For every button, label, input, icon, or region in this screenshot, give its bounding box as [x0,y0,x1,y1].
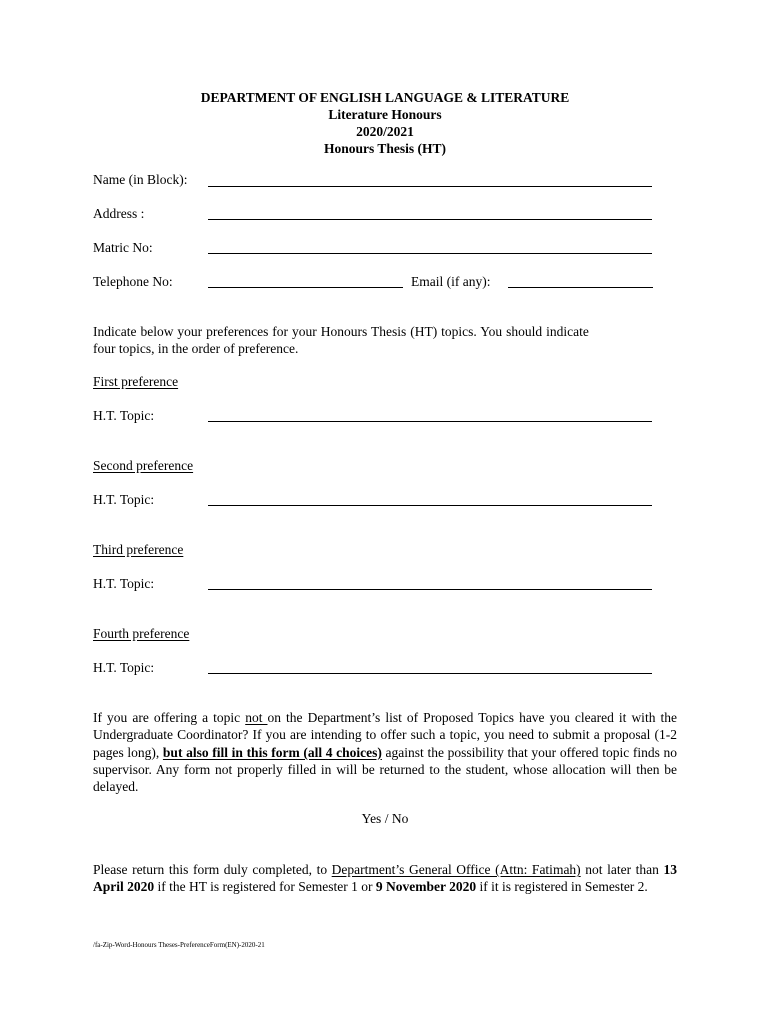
thesis-title: Honours Thesis (HT) [323,141,447,156]
matric-label: Matric No: [93,240,153,255]
address-field[interactable] [208,219,652,220]
deadline-semester-1: 13 April 2020 [93,862,677,895]
deadline-semester-2: 9 November 2020 [375,879,477,895]
second-topic-field[interactable] [208,505,652,506]
general-office: Department’s General Office (Attn: Fatimah) [331,862,581,877]
first-topic-label: H.T. Topic: [93,408,155,423]
fourth-preference-heading: Fourth preference [93,626,190,641]
name-label: Name (in Block): [93,172,188,187]
second-preference-heading: Second preference [93,458,194,473]
not-emphasis: not [245,710,268,725]
telephone-field[interactable] [208,287,403,288]
all-choices-emphasis: but also fill in this form (all 4 choices) [162,744,382,760]
fourth-topic-label: H.T. Topic: [93,660,155,675]
email-label: Email (if any): [411,274,491,289]
document-footer: /fa-Zip-Word-Honours Theses-PreferenceForm(EN)-2020-21 [93,941,265,949]
academic-year: 2020/2021 [356,124,414,139]
name-field[interactable] [208,186,652,187]
second-topic-label: H.T. Topic: [93,492,155,507]
third-topic-field[interactable] [208,589,652,590]
fourth-topic-field[interactable] [208,673,652,674]
third-preference-heading: Third preference [93,542,184,557]
offering-paragraph: If you are offering a topic not on the Department’s list of Proposed Topics have you cleared it with the Undergraduate Coordinator? If you are intending to offer such a topic, you need to submit a proposal (1-2 pages long), but also fill in this form (all 4 choices) against the possibility that your offered topic finds no supervisor. Any form not properly filled in will be returned to the student, whose allocation will then be delayed. [93,710,677,795]
course-title: Literature Honours [328,107,442,122]
first-preference-heading: First preference [93,374,179,389]
email-field[interactable] [508,287,653,288]
telephone-label: Telephone No: [93,274,173,289]
instructions-line-2: four topics, in the order of preference. [93,341,299,356]
matric-field[interactable] [208,253,652,254]
address-label: Address : [93,206,145,221]
department-title: DEPARTMENT OF ENGLISH LANGUAGE & LITERATURE [200,90,570,105]
yes-no-option[interactable]: Yes / No [361,811,409,826]
return-paragraph: Please return this form duly completed, to Department’s General Office (Attn: Fatimah) not later than 13 April 2020 if the HT is registered for Semester 1 or 9 November 2020 if it is registered in Semester 2. [93,862,677,895]
third-topic-label: H.T. Topic: [93,576,155,591]
instructions-line-1: Indicate below your preferences for your Honours Thesis (HT) topics. You should indicate [93,324,589,339]
first-topic-field[interactable] [208,421,652,422]
